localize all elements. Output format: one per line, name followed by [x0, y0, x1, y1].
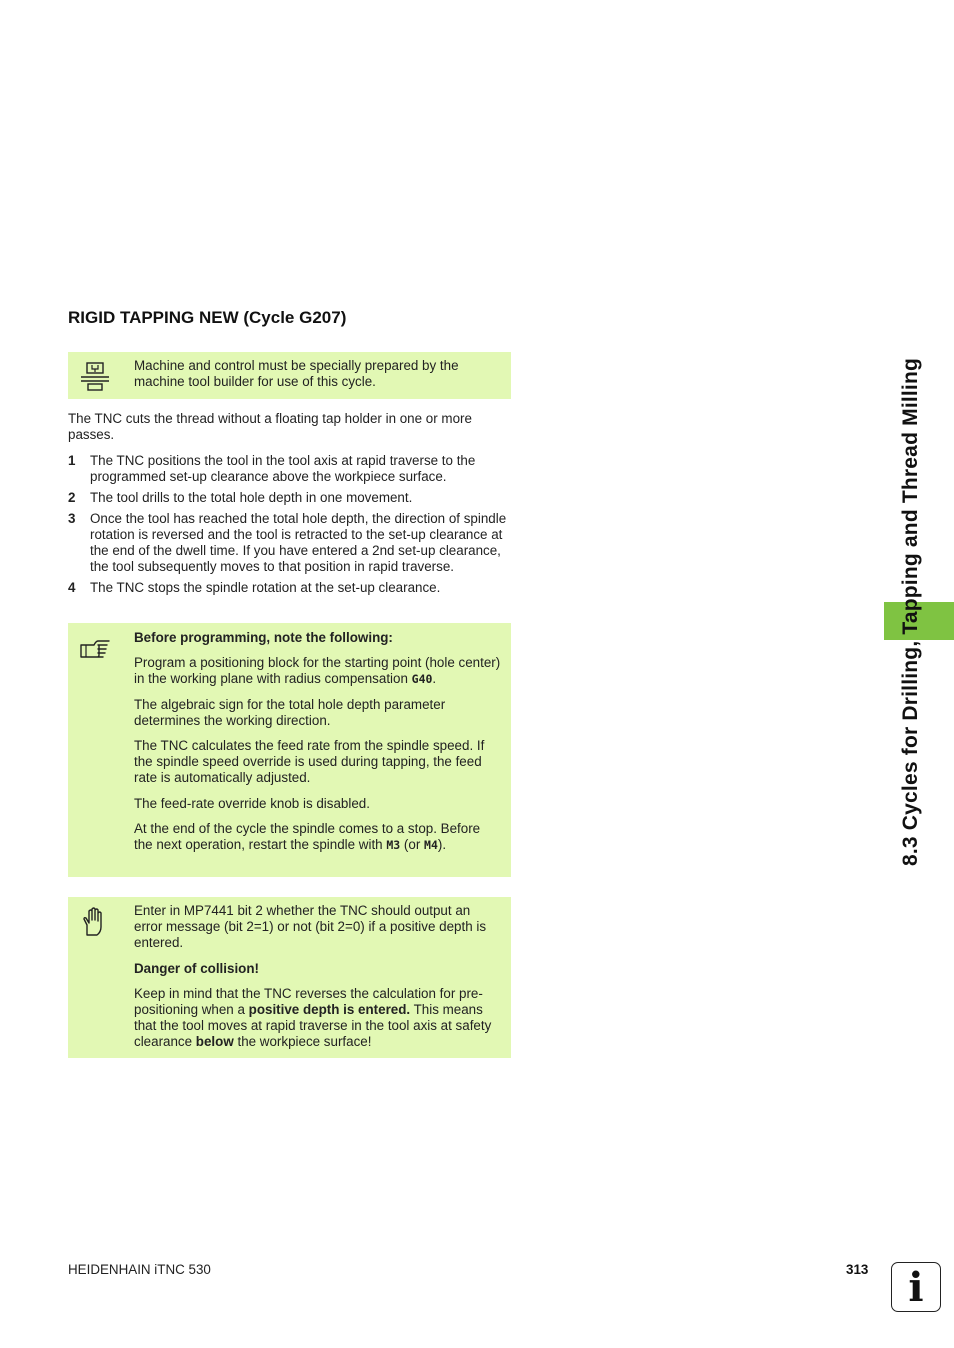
step-text: Once the tool has reached the total hole depth, the direction of spindle rotation is reversed and the tool is retracted to the set-up clearance at the end of the dwell time. If you have entered a 2nd set-up clearance, the tool subsequently moves to that position in rapid traverse.: [90, 510, 507, 575]
code-m4: M4: [424, 838, 438, 853]
programming-note-item: Program a positioning block for the starting point (hole center) in the working plane with radius compensation G40.: [134, 655, 501, 687]
machine-tool-icon: [78, 360, 112, 394]
programming-note-item: The algebraic sign for the total hole depth parameter determines the working direction.: [134, 696, 446, 728]
programming-note-item: The TNC calculates the feed rate from the spindle speed. If the spindle speed override is used during tapping, the feed rate is automatically adjusted.: [134, 738, 485, 786]
section-title: RIGID TAPPING NEW (Cycle G207): [68, 308, 347, 327]
intro-paragraph: The TNC cuts the thread without a floating tap holder in one or more passes.: [68, 411, 472, 443]
step-number: 1: [68, 453, 76, 468]
step-text: The TNC stops the spindle rotation at the set-up clearance.: [90, 580, 441, 596]
step-number: 2: [68, 490, 76, 505]
programming-note-box: [68, 623, 511, 877]
step-text: The TNC positions the tool in the tool axis at rapid traverse to the programmed set-up clearance above the workpiece surface.: [90, 453, 476, 485]
pointing-hand-icon: [78, 631, 112, 665]
programming-note-heading: Before programming, note the following:: [134, 630, 393, 645]
footer-product: HEIDENHAIN iTNC 530: [68, 1262, 211, 1277]
machine-note-box: [68, 352, 511, 399]
danger-heading: Danger of collision!: [134, 960, 259, 976]
programming-note-item: The feed-rate override knob is disabled.: [134, 795, 370, 811]
machine-note-text: Machine and control must be specially prepared by the machine tool builder for use of this cycle.: [134, 358, 459, 390]
code-g40: G40: [411, 672, 433, 687]
list-item: [68, 511, 511, 576]
step-number: 3: [68, 510, 76, 526]
chapter-side-title: 8.3 Cycles for Drilling, Tapping and Thread Milling: [899, 357, 923, 867]
mp7441-note: Enter in MP7441 bit 2 whether the TNC should output an error message (bit 2=1) or not (bit 2=0) if a positive depth is entered.: [134, 903, 487, 951]
list-item: [68, 453, 511, 485]
code-m3: M3: [386, 838, 401, 853]
collision-note: Keep in mind that the TNC reverses the calculation for pre-positioning when a positive depth is entered. This means that the tool moves at rapid traverse in the tool axis at safety clearance below the workpiece surface!: [134, 985, 492, 1050]
list-item: [68, 490, 511, 506]
process-steps: [68, 453, 511, 601]
programming-note-item: At the end of the cycle the spindle comes to a stop. Before the next operation, restart the spindle with M3 (or M4).: [134, 820, 481, 853]
step-number: 4: [68, 580, 76, 596]
page-number: 313: [846, 1262, 869, 1277]
collision-warning-box: [68, 897, 511, 1058]
list-item: [68, 580, 511, 596]
info-icon: i: [891, 1262, 941, 1312]
step-text: The tool drills to the total hole depth in one movement.: [90, 490, 413, 505]
raised-hand-icon: [78, 905, 112, 939]
